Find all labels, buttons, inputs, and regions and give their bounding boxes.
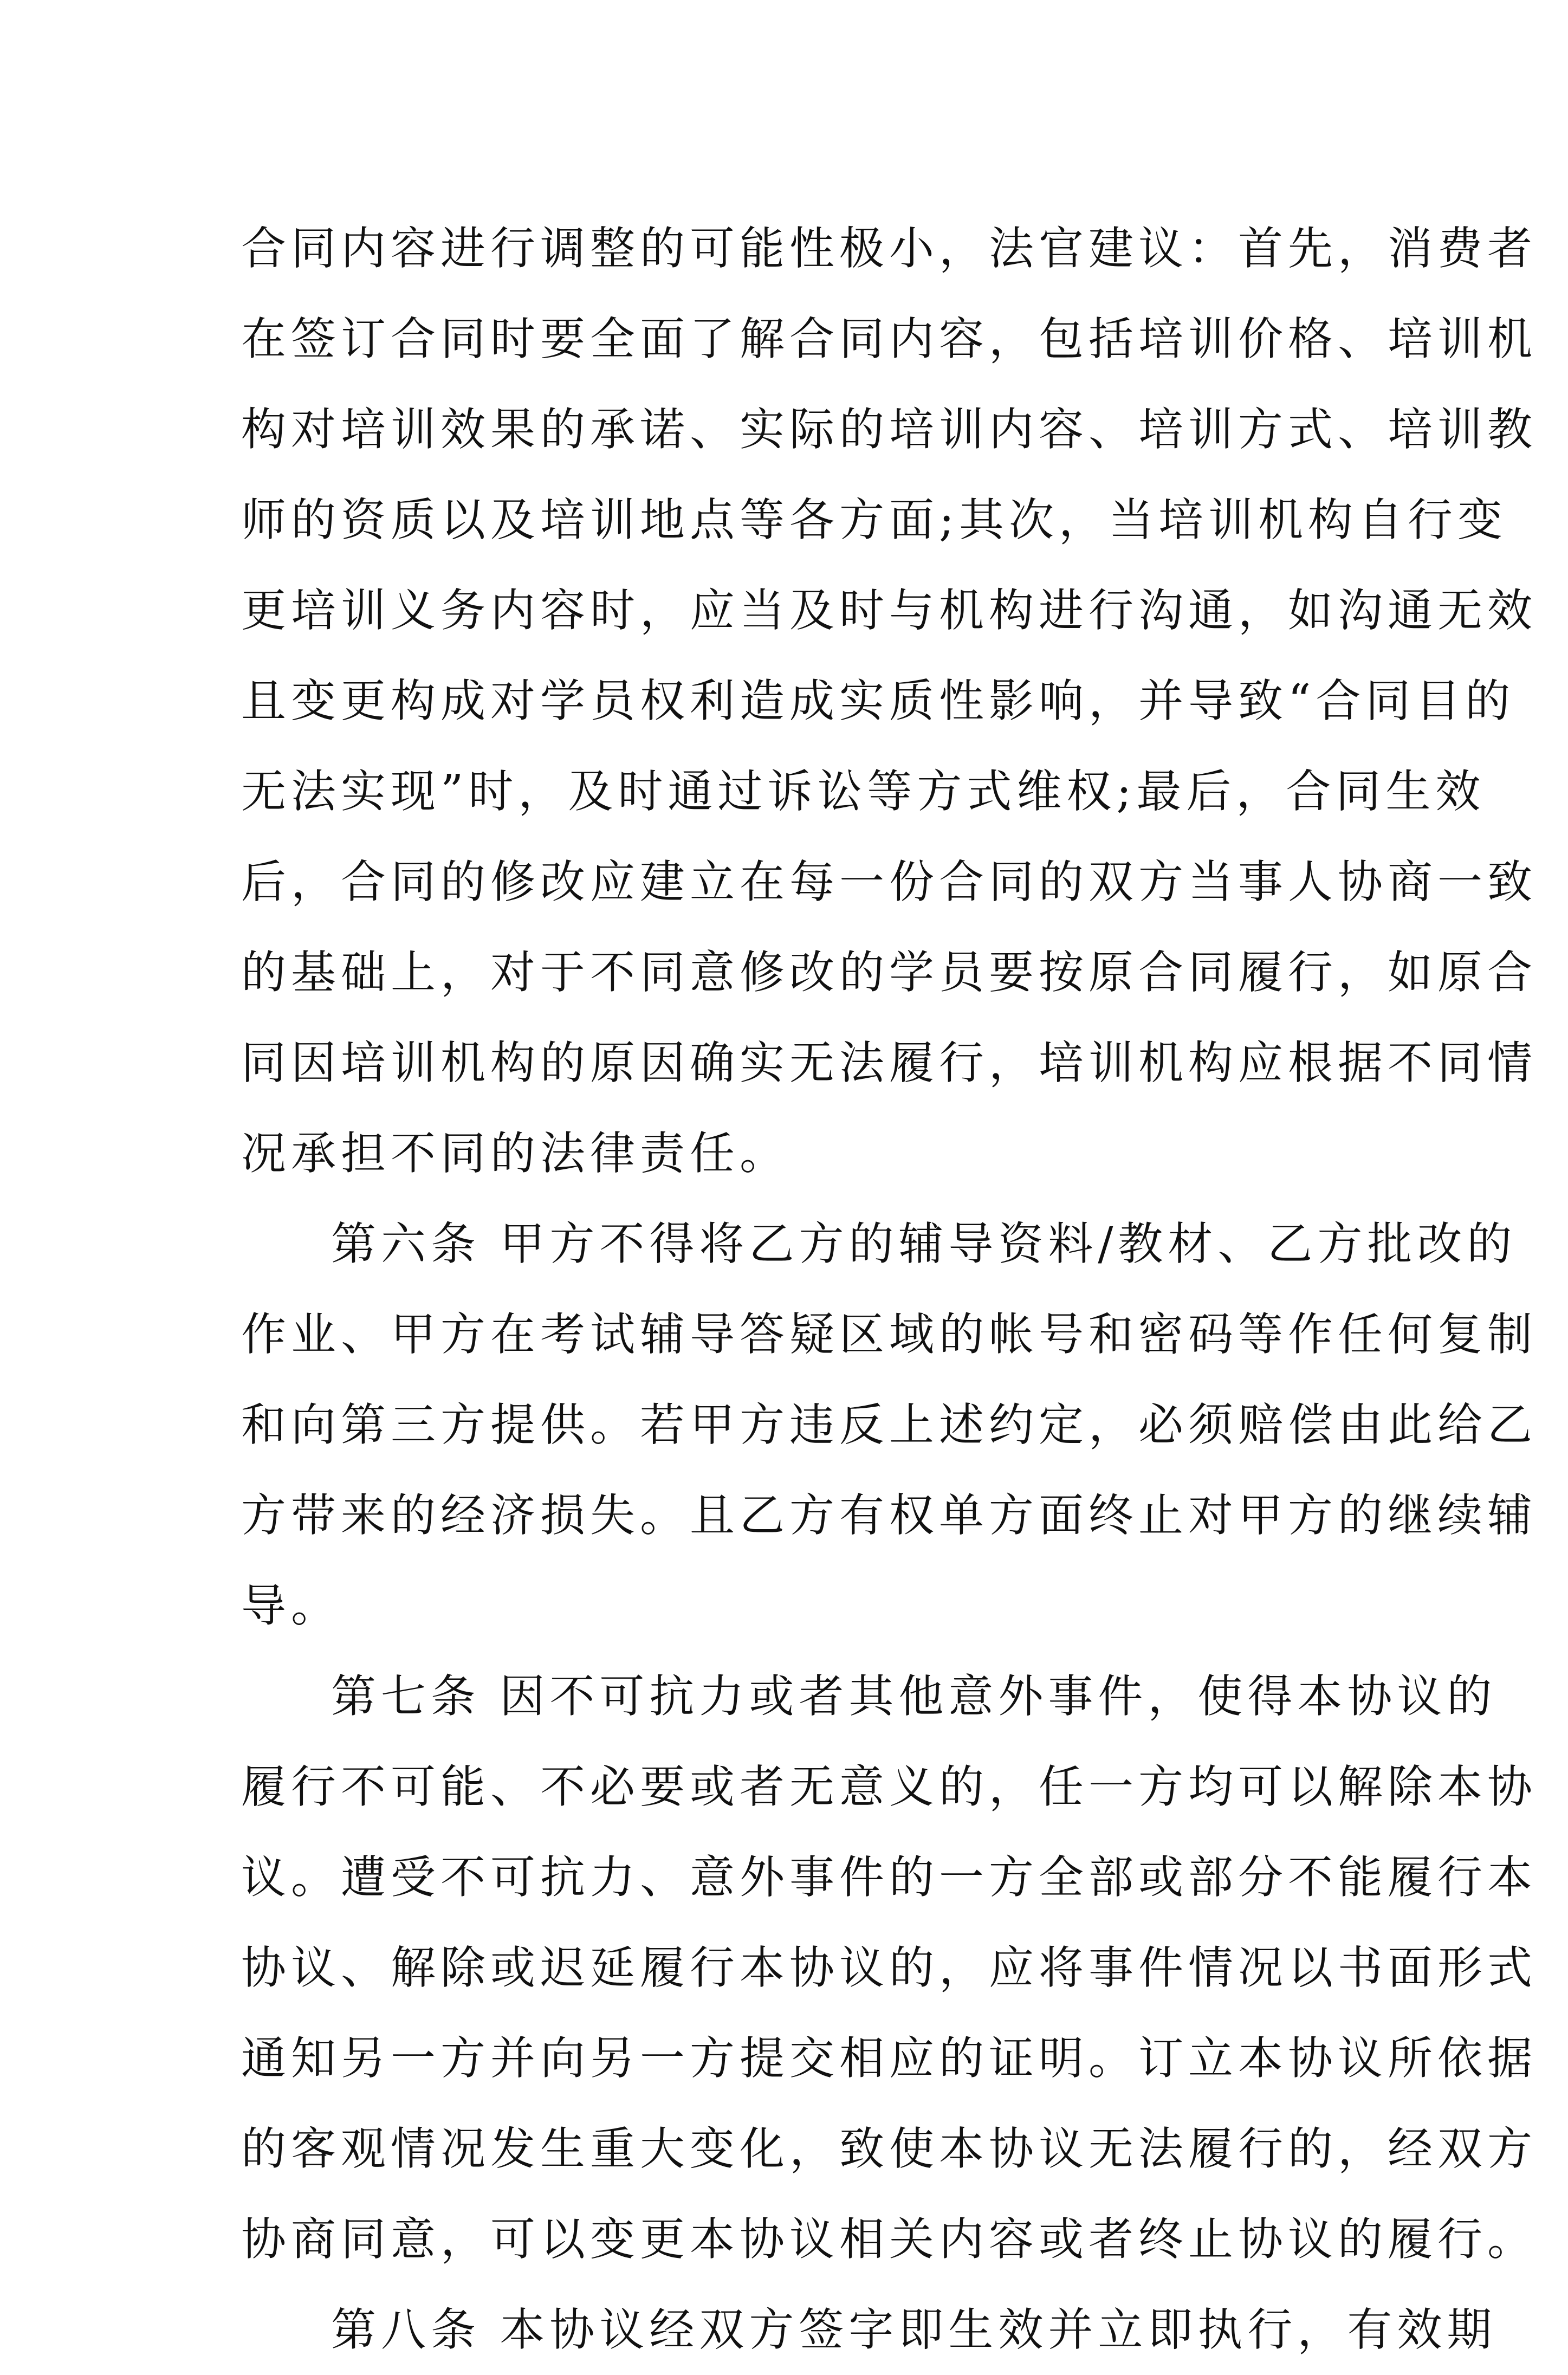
text-line: 的基础上，对于不同意修改的学员要按原合同履行，如原合 xyxy=(241,946,1537,999)
text-line: 后，合同的修改应建立在每一份合同的双方当事人协商一致 xyxy=(241,856,1537,908)
document-body xyxy=(241,203,1537,2375)
text-line: 且变更构成对学员权利造成实质性影响，并导致“合同目的 xyxy=(241,675,1515,727)
text-line: 通知另一方并向另一方提交相应的证明。订立本协议所依据 xyxy=(241,2032,1537,2085)
text-line: 方带来的经济损失。且乙方有权单方面终止对甲方的继续辅 xyxy=(241,1489,1537,1542)
article-7-heading-line: 第七条 因不可抗力或者其他意外事件，使得本协议的 xyxy=(331,1670,1497,1723)
text-line: 更培训义务内容时，应当及时与机构进行沟通，如沟通无效 xyxy=(241,584,1537,637)
text-line: 协商同意，可以变更本协议相关内容或者终止协议的履行。 xyxy=(241,2213,1537,2266)
text-line: 导。 xyxy=(241,1580,341,1632)
text-line: 师的资质以及培训地点等各方面;其次，当培训机构自行变 xyxy=(241,494,1507,546)
text-line: 合同内容进行调整的可能性极小，法官建议：首先，消费者 xyxy=(241,222,1537,275)
text-line: 协议、解除或迟延履行本协议的，应将事件情况以书面形式 xyxy=(241,1942,1537,1994)
text-line: 和向第三方提供。若甲方违反上述约定，必须赔偿由此给乙 xyxy=(241,1399,1537,1451)
text-line: 况承担不同的法律责任。 xyxy=(241,1127,789,1180)
text-line: 作业、甲方在考试辅导答疑区域的帐号和密码等作任何复制 xyxy=(241,1308,1537,1361)
text-line: 构对培训效果的承诺、实际的培训内容、培训方式、培训教 xyxy=(241,403,1537,456)
article-8-heading-line: 第八条 本协议经双方签字即生效并立即执行，有效期 xyxy=(331,2303,1497,2356)
text-line: 的客观情况发生重大变化，致使本协议无法履行的，经双方 xyxy=(241,2122,1537,2175)
text-line: 无法实现”时，及时通过诉讼等方式维权;最后，合同生效 xyxy=(241,765,1486,818)
text-line: 议。遭受不可抗力、意外事件的一方全部或部分不能履行本 xyxy=(241,1851,1537,1904)
text-line: 同因培训机构的原因确实无法履行，培训机构应根据不同情 xyxy=(241,1037,1537,1089)
text-line: 履行不可能、不必要或者无意义的，任一方均可以解除本协 xyxy=(241,1761,1537,1813)
article-6-heading-line: 第六条 甲方不得将乙方的辅导资料/教材、乙方批改的 xyxy=(331,1218,1517,1270)
text-line: 在签订合同时要全面了解合同内容，包括培训价格、培训机 xyxy=(241,313,1537,365)
